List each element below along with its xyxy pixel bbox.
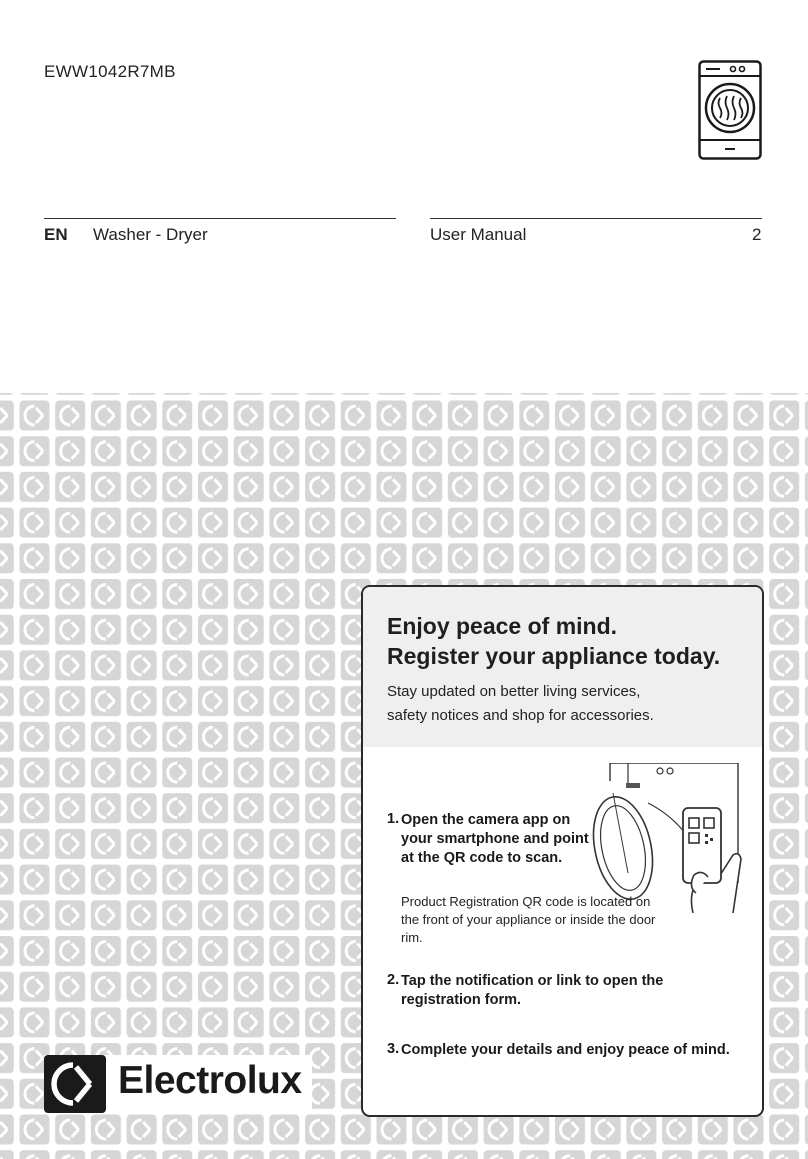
registration-card-header [363, 587, 762, 747]
electrolux-logo-icon [44, 1055, 106, 1113]
step-2-text: Tap the notification or link to open the registration form. [401, 973, 664, 1008]
registration-subline-line2: safety notices and shop for accessories. [387, 707, 654, 724]
step-number: 2. [387, 972, 400, 988]
document-type: User Manual [430, 225, 527, 244]
model-number: EWW1042R7MB [44, 62, 176, 81]
registration-headline-line2: Register your appliance today. [387, 643, 721, 669]
language-count: 2 [752, 225, 762, 244]
phone-scanning-qr-illustration [588, 763, 748, 913]
step-number: 3. [387, 1041, 400, 1057]
qr-location-note: Product Registration QR code is located on the front of your appliance or inside the door rim. [401, 894, 656, 945]
washer-dryer-icon [698, 60, 762, 160]
header-divider-left [44, 218, 396, 219]
product-type: Washer - Dryer [93, 225, 208, 244]
step-number: 1. [387, 811, 400, 827]
brand-logo [44, 1055, 312, 1113]
step-3-text: Complete your details and enjoy peace of mind. [401, 1042, 730, 1058]
language-code: EN [44, 225, 68, 244]
registration-card [361, 585, 764, 1117]
step-1-text: Open the camera app on your smartphone and point at the QR code to scan. [401, 812, 589, 866]
header-divider-right [430, 218, 762, 219]
registration-subline-line1: Stay updated on better living services, [387, 683, 641, 700]
brand-name: Electrolux [118, 1059, 302, 1102]
registration-headline-line1: Enjoy peace of mind. [387, 613, 618, 639]
